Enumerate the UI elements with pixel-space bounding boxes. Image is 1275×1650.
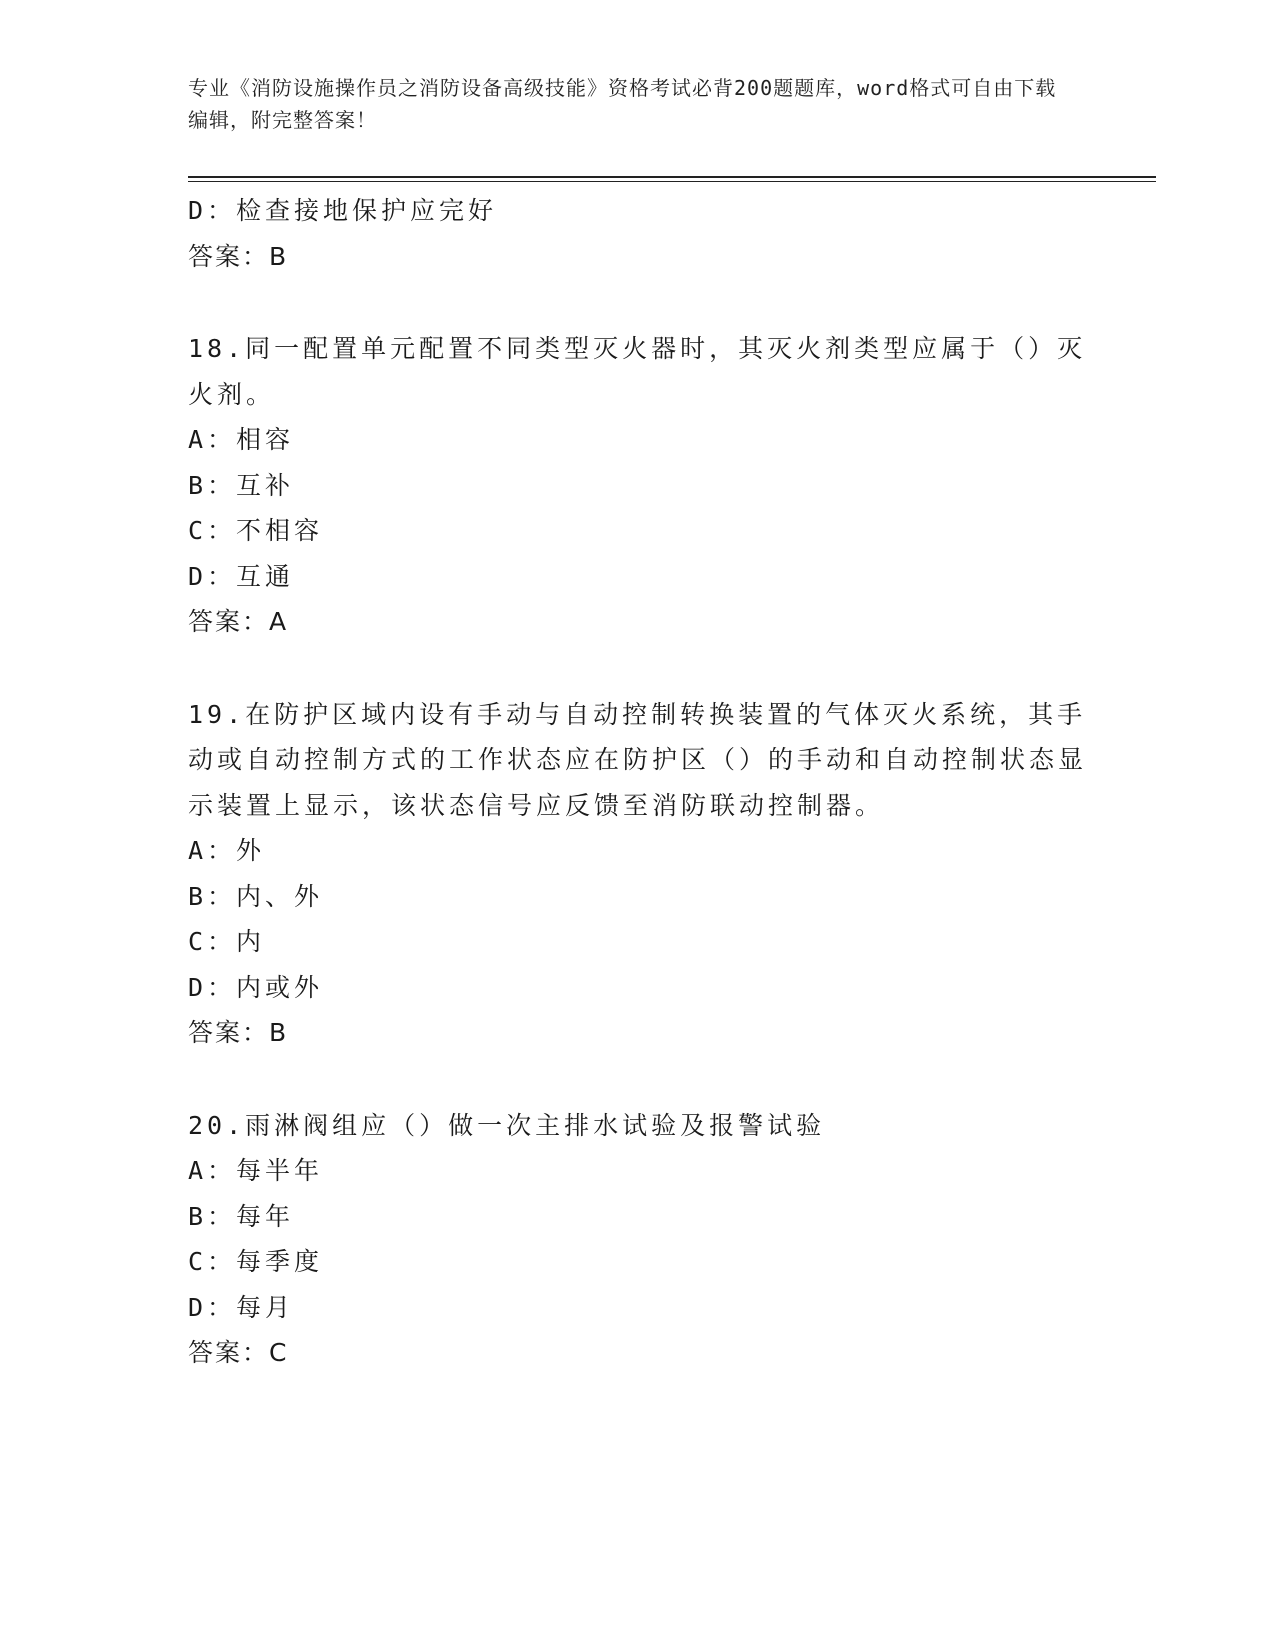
option-a: A：相容 [188,425,295,454]
question-20 [188,1103,1088,1376]
option-d: D：互通 [188,561,295,591]
header-divider-thin [188,181,1156,182]
question-stem: 19.在防护区域内设有手动与自动控制转换装置的气体灭火系统，其手动或自动控制方式的工作状态应在防护区（）的手动和自动控制状态显示装置上显示，该状态信号应反馈至消防联动控制器。 [188,699,1088,820]
answer-line: 答案：A [188,607,289,636]
question-stem: 18.同一配置单元配置不同类型灭火器时，其灭火剂类型应属于（）灭火剂。 [188,334,1087,409]
answer-line: 答案：B [188,1018,289,1047]
answer-line: 答案：B [188,241,289,271]
option-a: A：每半年 [188,1156,324,1185]
option-c: C：每季度 [188,1247,324,1276]
question-content [188,188,1088,1376]
question-19 [188,692,1088,1056]
question-18 [188,326,1088,645]
option-d: D：每月 [188,1292,295,1322]
question-stem: 20.雨淋阀组应（）做一次主排水试验及报警试验 [188,1110,826,1140]
answer-line: 答案：C [188,1338,289,1367]
option-c: C：内 [188,927,266,956]
document-header: 专业《消防设施操作员之消防设备高级技能》资格考试必背200题题库，word格式可自由下载编辑，附完整答案！ [188,76,1057,132]
option-a: A：外 [188,836,266,865]
option-b: B：每年 [188,1201,295,1231]
previous-question-tail [188,188,1088,279]
option-d: D：内或外 [188,972,324,1002]
option-b: B：内、外 [188,881,324,911]
header-divider-thick [188,176,1156,178]
option-d: D：检查接地保护应完好 [188,196,498,225]
option-c: C：不相容 [188,516,324,545]
option-b: B：互补 [188,470,295,500]
